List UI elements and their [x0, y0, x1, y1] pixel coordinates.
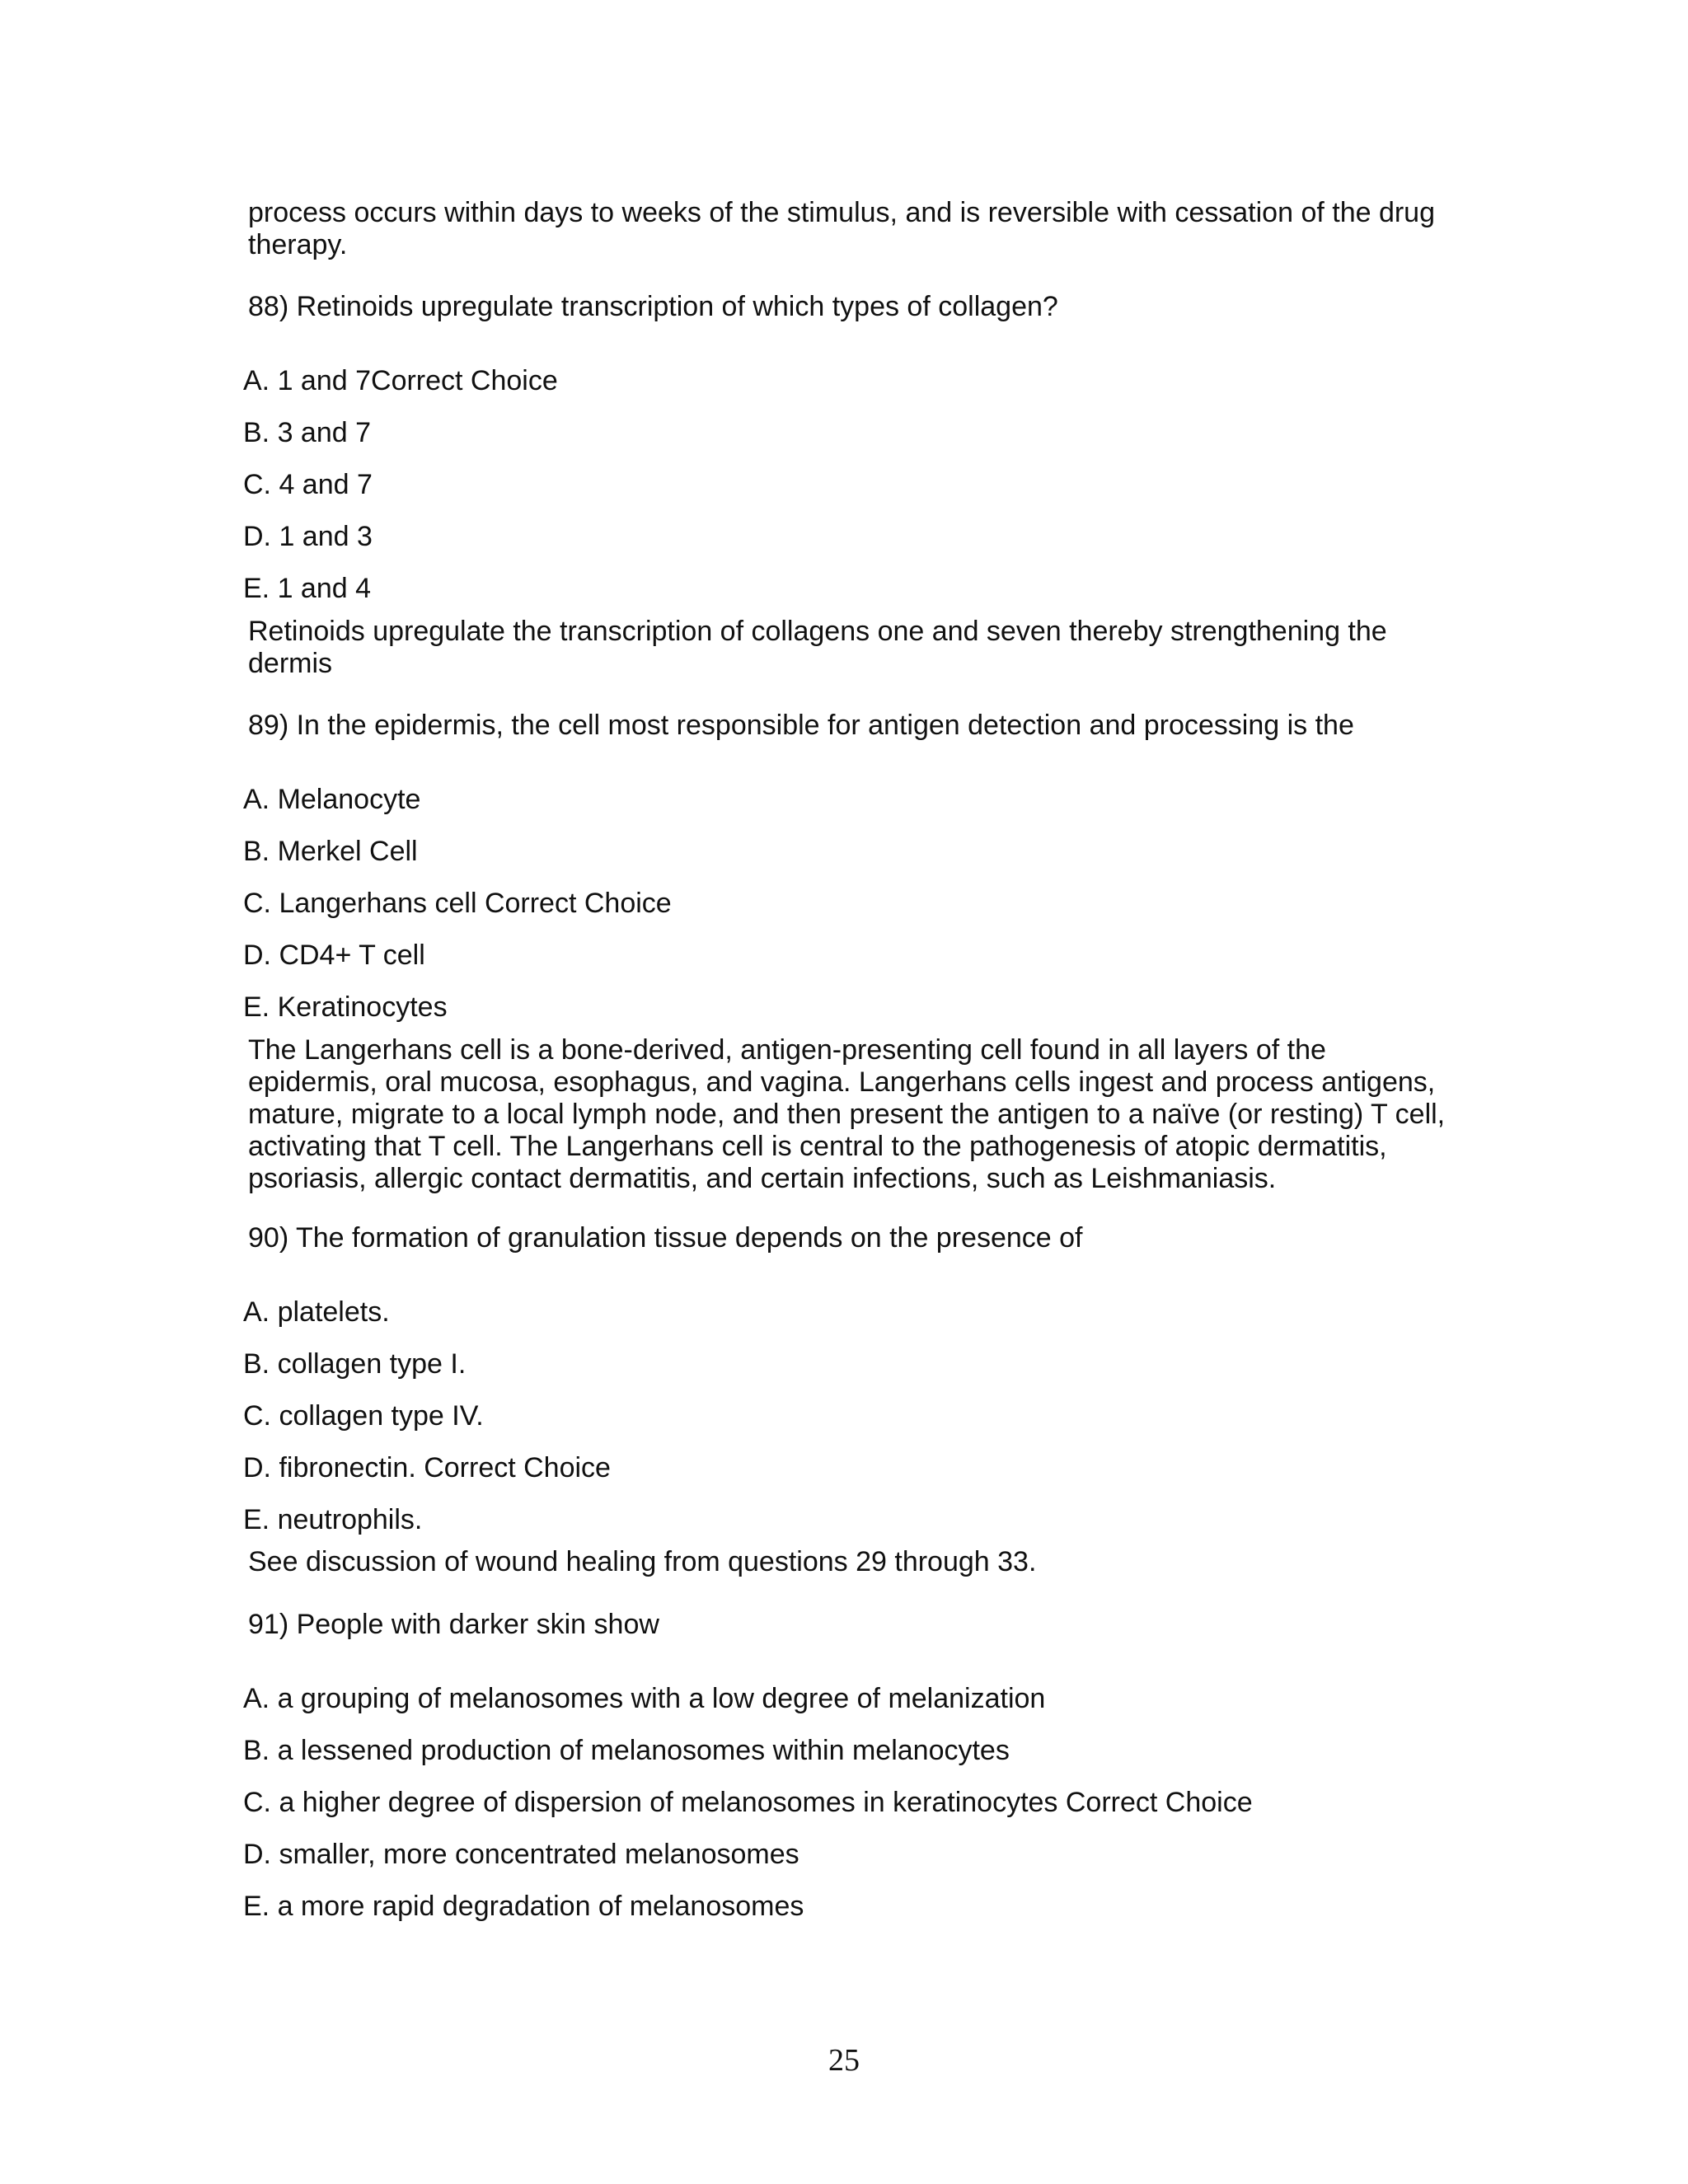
question-90-stem: 90) The formation of granulation tissue depends on the presence of	[248, 1222, 1083, 1254]
question-91-choice-c: C. a higher degree of dispersion of melanosomes in keratinocytes Correct Choice	[243, 1787, 1253, 1818]
question-88-choice-b: B. 3 and 7	[243, 417, 372, 448]
question-89-choice-e: E. Keratinocytes	[243, 991, 448, 1023]
question-90-choice-d: D. fibronectin. Correct Choice	[243, 1452, 611, 1483]
question-91-choice-d: D. smaller, more concentrated melanosomes	[243, 1839, 799, 1870]
question-90-choice-c: C. collagen type IV.	[243, 1400, 484, 1432]
question-88-choice-e: E. 1 and 4	[243, 573, 372, 604]
question-89-choice-d: D. CD4+ T cell	[243, 940, 425, 971]
intro-line-1: process occurs within days to weeks of the stimulus, and is reversible with cessation of the drug	[248, 197, 1436, 228]
question-89-explanation-line-1: The Langerhans cell is a bone-derived, antigen-presenting cell found in all layers of the	[248, 1034, 1326, 1066]
question-88-choice-d: D. 1 and 3	[243, 521, 373, 552]
question-89-choice-a: A. Melanocyte	[243, 784, 421, 815]
question-89-explanation-line-4: activating that T cell. The Langerhans cell is central to the pathogenesis of atopic dermatitis,	[248, 1131, 1387, 1162]
question-89-stem: 89) In the epidermis, the cell most responsible for antigen detection and processing is the	[248, 710, 1354, 741]
question-88-explanation-line-2: dermis	[248, 648, 333, 679]
question-90-choice-a: A. platelets.	[243, 1296, 390, 1328]
question-90-choice-e: E. neutrophils.	[243, 1504, 423, 1535]
question-89-choice-c: C. Langerhans cell Correct Choice	[243, 888, 672, 919]
question-90-choice-b: B. collagen type I.	[243, 1348, 467, 1380]
page-number: 25	[828, 2043, 860, 2078]
question-91-choice-e: E. a more rapid degradation of melanosomes	[243, 1891, 804, 1922]
question-90-explanation-line-1: See discussion of wound healing from questions 29 through 33.	[248, 1546, 1037, 1577]
question-88-explanation-line-1: Retinoids upregulate the transcription of collagens one and seven thereby strengthening the	[248, 616, 1387, 647]
question-88-stem: 88) Retinoids upregulate transcription of which types of collagen?	[248, 291, 1058, 322]
question-91-choice-b: B. a lessened production of melanosomes within melanocytes	[243, 1735, 1010, 1766]
intro-line-2: therapy.	[248, 229, 348, 260]
question-91-choice-a: A. a grouping of melanosomes with a low degree of melanization	[243, 1683, 1046, 1714]
question-89-explanation-line-2: epidermis, oral mucosa, esophagus, and vagina. Langerhans cells ingest and process antigens,	[248, 1066, 1436, 1098]
question-91-stem: 91) People with darker skin show	[248, 1609, 659, 1640]
question-88-choice-a: A. 1 and 7Correct Choice	[243, 365, 558, 396]
question-88-choice-c: C. 4 and 7	[243, 469, 373, 500]
question-89-explanation-line-5: psoriasis, allergic contact dermatitis, and certain infections, such as Leishmaniasis.	[248, 1163, 1277, 1194]
question-89-explanation-line-3: mature, migrate to a local lymph node, and then present the antigen to a naïve (or resting) T cell,	[248, 1099, 1446, 1130]
question-89-choice-b: B. Merkel Cell	[243, 836, 418, 867]
